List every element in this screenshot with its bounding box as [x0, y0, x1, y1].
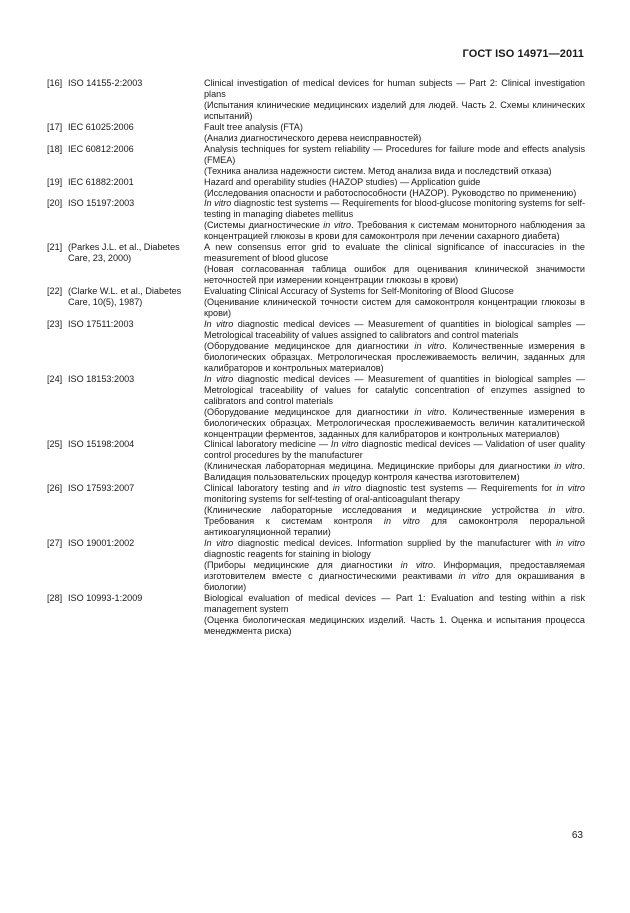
- reference-title-ru: (Оборудование медицинское для диагностики in vitro. Количественные измерения в биологических образцах. Метрологическая прослеживаемость величин каталитической концентрации ферментов, заданных для калибраторов и контрольных материалов): [204, 406, 585, 439]
- reference-id: [47, 78, 204, 89]
- reference-id: [47, 483, 204, 494]
- reference-description: [204, 319, 585, 374]
- reference-title-en: In vitro diagnostic medical devices — Measurement of quantities in biological samples — Metrological traceability of values assigned to calibrators and control materials: [204, 318, 585, 340]
- reference-description: [204, 593, 585, 637]
- reference-title-ru: (Техника анализа надежности систем. Метод анализа вида и последствий отказа): [204, 165, 552, 176]
- reference-code: (Parkes J.L. et al., Diabetes Care, 23, 2000): [68, 242, 180, 264]
- reference-entry: [47, 242, 585, 286]
- reference-title-en: Evaluating Clinical Accuracy of Systems for Self-Monitoring of Blood Glucose: [204, 286, 514, 297]
- reference-number: [16]: [47, 78, 63, 88]
- reference-number: [28]: [47, 592, 63, 603]
- reference-number: [27]: [47, 538, 63, 549]
- bibliography-list: [47, 78, 585, 637]
- reference-title-ru: (Испытания клинические медицинских изделий для людей. Часть 2. Схемы клинических испытаний): [204, 99, 585, 121]
- reference-description: [204, 78, 585, 122]
- reference-entry: [47, 593, 585, 637]
- reference-id: [47, 538, 204, 549]
- reference-number: [26]: [47, 483, 63, 494]
- reference-number: [23]: [47, 318, 63, 329]
- reference-description: [204, 483, 585, 538]
- reference-description: [204, 286, 585, 319]
- standard-header: ГОСТ ISO 14971—2011: [462, 48, 584, 60]
- reference-entry: [47, 122, 585, 144]
- reference-description: [204, 242, 585, 286]
- reference-code: IEC 60812:2006: [68, 143, 134, 154]
- reference-entry: [47, 286, 585, 319]
- reference-entry: [47, 144, 585, 177]
- reference-id: [47, 242, 204, 264]
- reference-title-ru: (Оценивание клинической точности систем для самоконтроля концентрации глюкозы в крови): [204, 297, 585, 319]
- reference-number: [25]: [47, 439, 63, 450]
- reference-description: [204, 374, 585, 440]
- reference-title-ru: (Оценка биологическая медицинских изделий. Часть 1. Оценка и испытания процесса менеджмента риска): [204, 614, 585, 636]
- reference-entry: [47, 198, 585, 242]
- reference-title-en: In vitro diagnostic test systems — Requirements for blood-glucose monitoring systems for self-testing in managing diabetes mellitus: [204, 198, 585, 220]
- reference-title-en: A new consensus error grid to evaluate the clinical significance of inaccuracies in the measurement of blood glucose: [204, 242, 585, 264]
- reference-title-en: In vitro diagnostic medical devices. Information supplied by the manufacturer with in vitro diagnostic reagents for staining in biology: [204, 538, 585, 559]
- reference-entry: [47, 483, 585, 538]
- reference-id: [47, 286, 204, 308]
- reference-code: ISO 18153:2003: [68, 373, 135, 384]
- reference-id: [47, 122, 204, 133]
- reference-title-en: Analysis techniques for system reliability — Procedures for failure mode and effects analysis (FMEA): [204, 143, 585, 165]
- reference-code: ISO 15197:2003: [68, 198, 135, 209]
- reference-title-ru: (Системы диагностические in vitro. Требования к системам мониторного наблюдения за концентрацией глюкозы в крови для самоконтроля при лечении сахарного диабета): [204, 220, 585, 242]
- reference-entry: [47, 538, 585, 593]
- reference-code: (Clarke W.L. et al., Diabetes Care, 10(5), 1987): [68, 286, 182, 308]
- reference-title-ru: (Новая согласованная таблица ошибок для оценивания клинической значимости неточностей при измерении концентрации глюкозы в крови): [204, 264, 585, 286]
- reference-title-en: Clinical laboratory testing and in vitro diagnostic test systems — Requirements for in vitro monitoring systems for self-testing of oral-anticoagulant therapy: [204, 483, 585, 505]
- reference-title-ru: (Исследования опасности и работоспособности (HAZOP). Руководство по применению): [204, 187, 577, 198]
- reference-id: [47, 198, 204, 209]
- reference-description: [204, 538, 585, 593]
- reference-entry: [47, 177, 585, 199]
- reference-title-ru: (Приборы медицинские для диагностики in vitro. Информация, предоставляемая изготовителем вместе с диагностическими реактивами in vitro для окрашивания в биологии): [204, 559, 585, 592]
- reference-id: [47, 177, 204, 188]
- reference-entry: [47, 78, 585, 122]
- reference-id: [47, 439, 204, 450]
- reference-id: [47, 374, 204, 385]
- reference-entry: [47, 374, 585, 440]
- reference-number: [19]: [47, 176, 63, 187]
- reference-title-ru: (Клинические лабораторные исследования и медицинские устройства in vitro. Требования к системам контроля in vitro для самоконтроля пероральной антикоагуляционной терапии): [204, 505, 586, 538]
- reference-id: [47, 144, 204, 155]
- reference-title-ru: (Анализ диагностического дерева неисправностей): [204, 132, 422, 143]
- reference-title-ru: (Оборудование медицинское для диагностики in vitro. Количественные измерения в биологических образцах. Метрологическая прослеживаемость величин, заданных для калибраторов и контрольных материалов): [204, 340, 585, 373]
- reference-code: ISO 15198:2004: [68, 439, 135, 450]
- reference-number: [24]: [47, 373, 63, 384]
- reference-title-en: Fault tree analysis (FTA): [204, 121, 303, 132]
- reference-title-en: Clinical investigation of medical devices for human subjects — Part 2: Clinical investigation plans: [204, 78, 585, 99]
- reference-number: [22]: [47, 286, 63, 297]
- reference-code: ISO 14155-2:2003: [68, 78, 143, 88]
- reference-description: [204, 144, 585, 177]
- reference-description: [204, 177, 585, 199]
- reference-description: [204, 122, 585, 144]
- reference-description: [204, 198, 585, 242]
- reference-title-en: Clinical laboratory medicine — In vitro diagnostic medical devices — Validation of user quality control procedures by the manufacturer: [204, 439, 586, 461]
- reference-code: ISO 10993-1:2009: [68, 592, 143, 603]
- reference-number: [18]: [47, 143, 63, 154]
- reference-number: [21]: [47, 242, 63, 253]
- reference-number: [20]: [47, 198, 63, 209]
- reference-title-ru: (Клиническая лабораторная медицина. Медицинские приборы для диагностики in vitro. Валидация пользовательских процедур контроля качества изготовителем): [204, 461, 585, 483]
- reference-title-en: Hazard and operability studies (HAZOP studies) — Application guide: [204, 176, 481, 187]
- reference-id: [47, 593, 204, 604]
- reference-description: [204, 439, 585, 483]
- reference-id: [47, 319, 204, 330]
- reference-code: ISO 19001:2002: [68, 538, 135, 549]
- page-number: 63: [571, 830, 583, 841]
- reference-entry: [47, 439, 585, 483]
- reference-title-en: In vitro diagnostic medical devices — Measurement of quantities in biological samples — Metrological traceability of values for catalytic concentration of enzymes assigned to calibrators and control materials: [204, 373, 585, 406]
- reference-number: [17]: [47, 121, 63, 132]
- reference-code: ISO 17593:2007: [68, 483, 135, 494]
- reference-entry: [47, 319, 585, 374]
- reference-title-en: Biological evaluation of medical devices — Part 1: Evaluation and testing within a risk management system: [204, 592, 585, 614]
- reference-code: ISO 17511:2003: [68, 318, 134, 329]
- reference-code: IEC 61882:2001: [68, 176, 134, 187]
- reference-code: IEC 61025:2006: [68, 121, 134, 132]
